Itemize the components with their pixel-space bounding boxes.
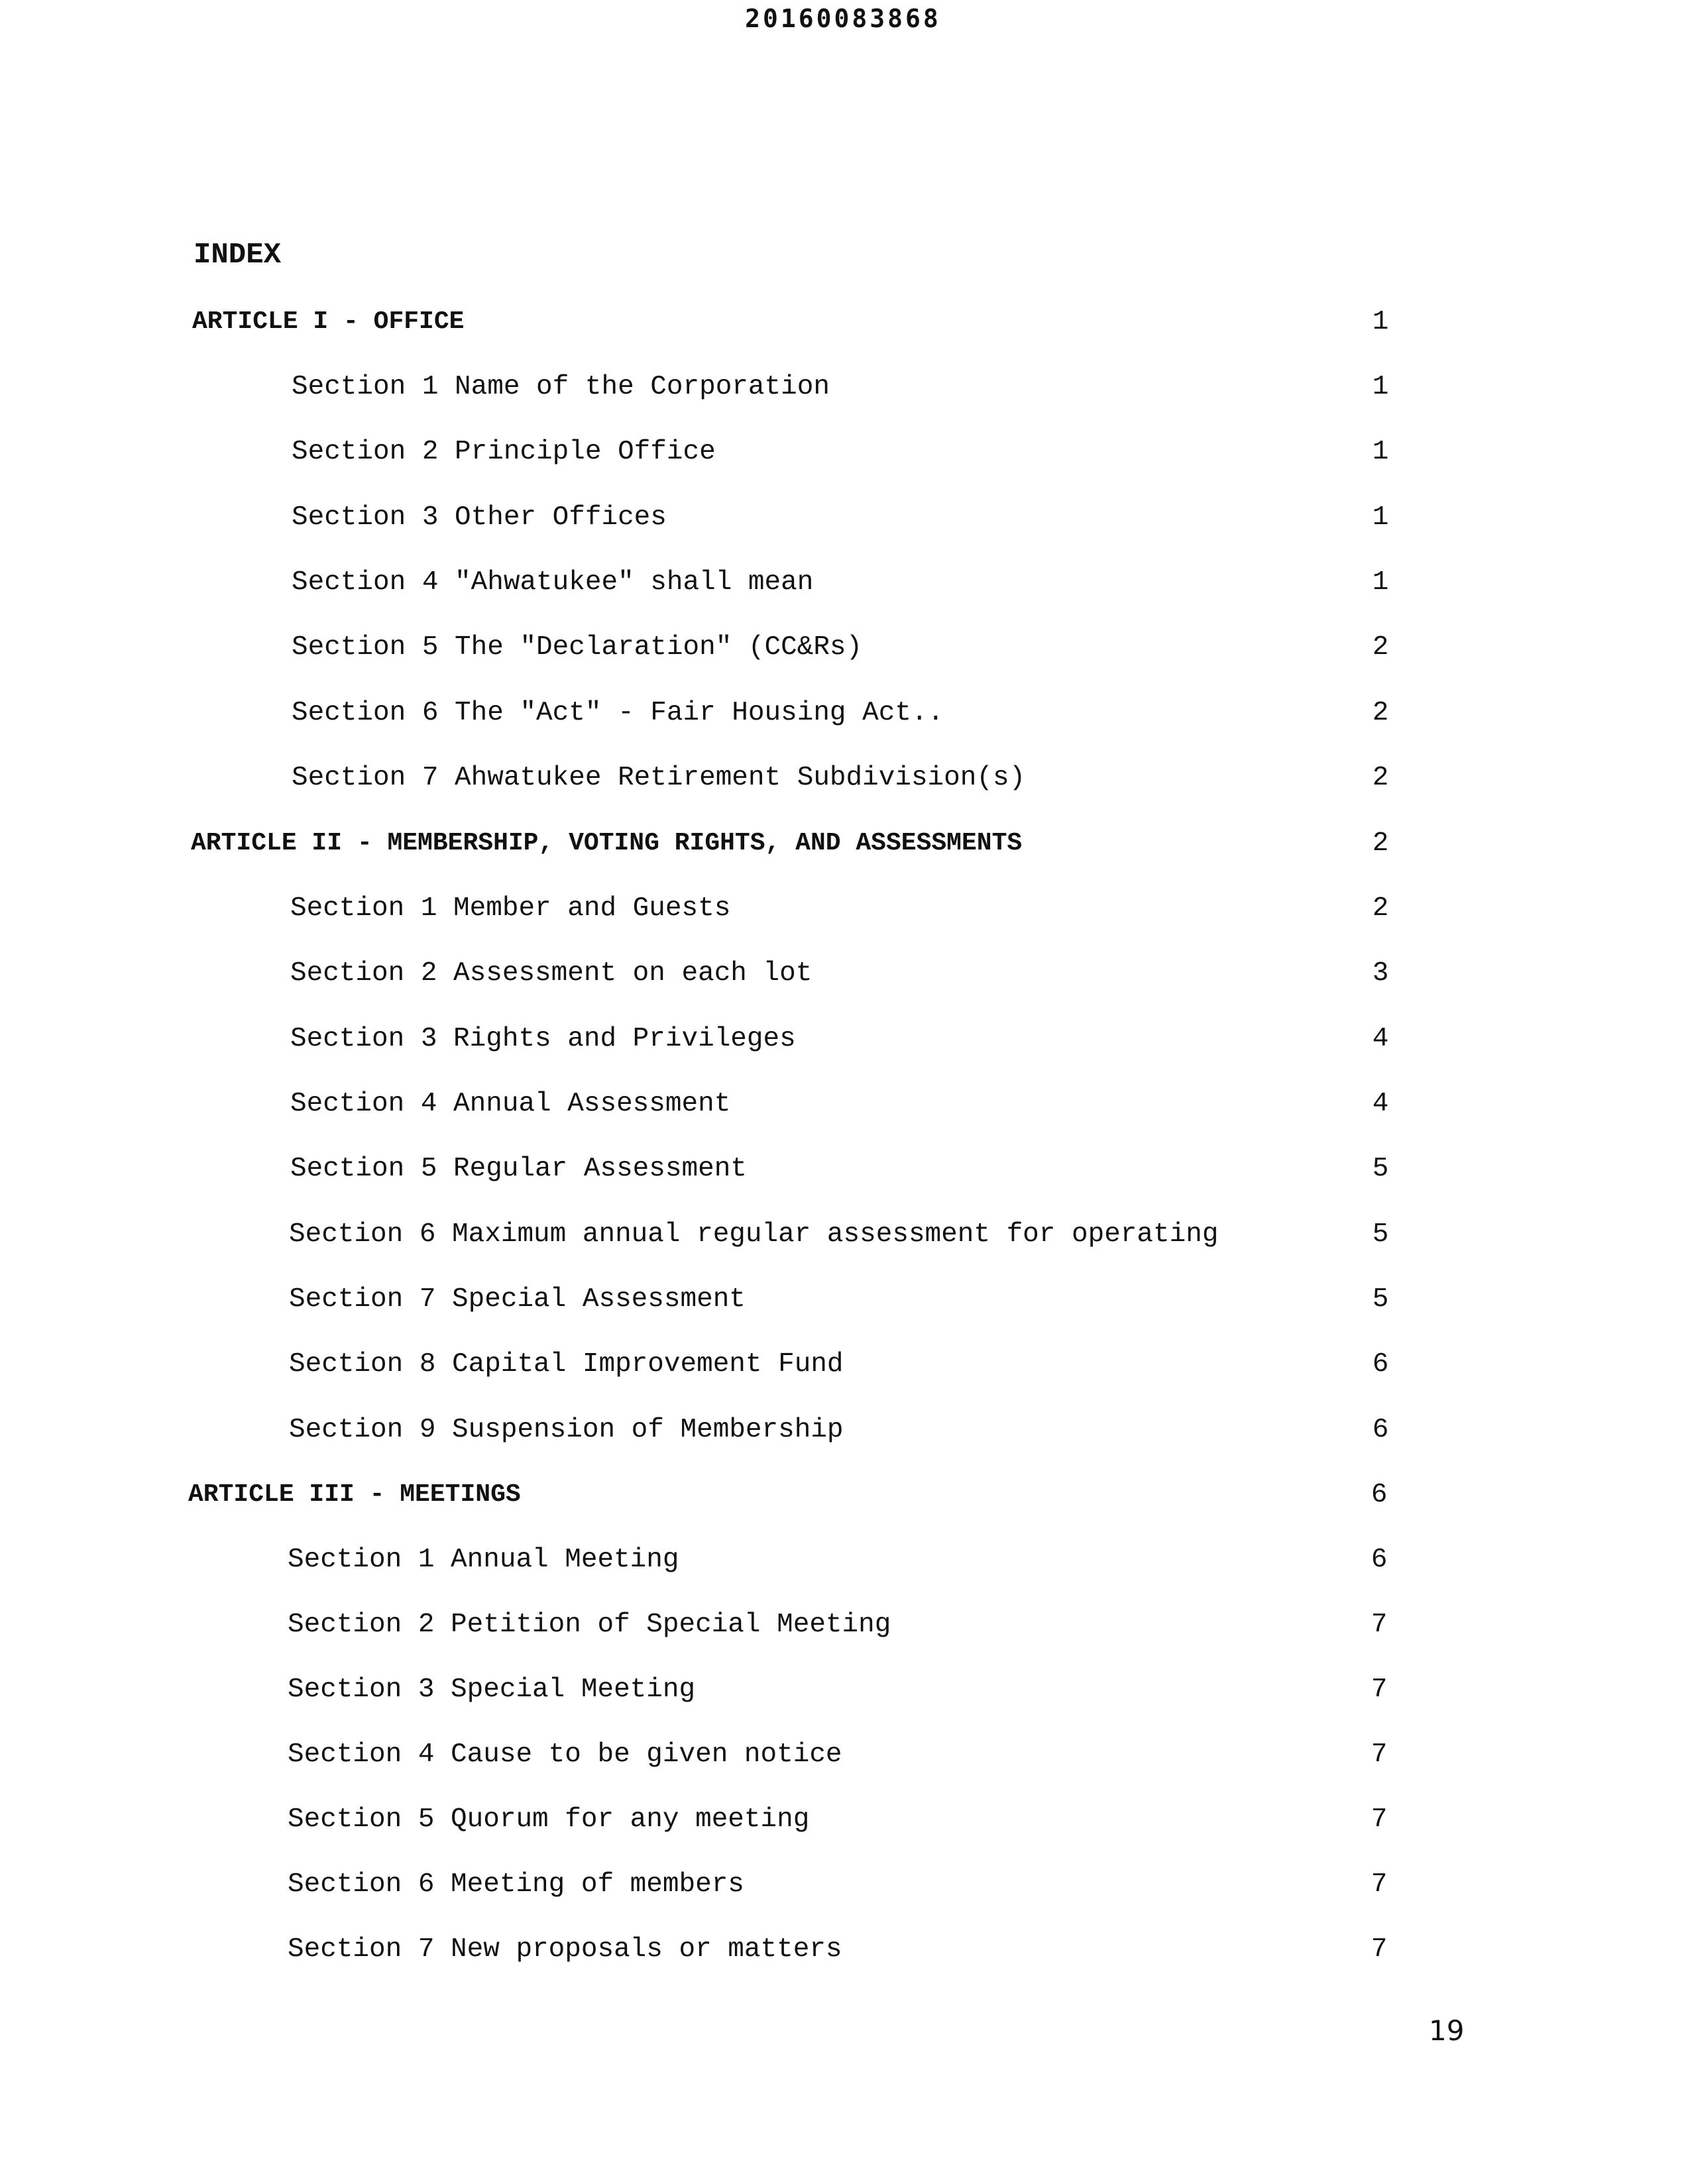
toc-entry-label: Section 7 Ahwatukee Retirement Subdivision(s): [292, 763, 1026, 793]
toc-article-row: [0, 1475, 1686, 1515]
toc-entry-label: Section 4 Cause to be given notice: [288, 1739, 842, 1770]
toc-entry-page: 2: [1372, 828, 1389, 859]
toc-entry-label: Section 1 Name of the Corporation: [292, 372, 830, 402]
toc-entry-label: Section 2 Principle Office: [292, 437, 716, 467]
toc-section-row: [0, 1215, 1686, 1254]
toc-entry-label: ARTICLE III - MEETINGS: [188, 1480, 521, 1509]
toc-entry-page: 7: [1371, 1934, 1388, 1965]
toc-section-row: [0, 1800, 1686, 1839]
page-number: 19: [1429, 2014, 1465, 2047]
toc-entry-label: Section 6 Maximum annual regular assessment for operating: [289, 1219, 1219, 1250]
toc-entry-page: 6: [1372, 1415, 1389, 1445]
toc-section-row: [0, 693, 1686, 733]
toc-entry-page: 7: [1371, 1869, 1388, 1900]
toc-section-row: [0, 432, 1686, 472]
toc-entry-page: 1: [1372, 372, 1389, 402]
toc-entry-page: 7: [1371, 1804, 1388, 1835]
toc-entry-page: 5: [1372, 1284, 1389, 1315]
toc-section-row: [0, 1605, 1686, 1645]
toc-entry-label: Section 6 The "Act" - Fair Housing Act..: [292, 698, 944, 728]
toc-entry-label: Section 5 The "Declaration" (CC&Rs): [292, 632, 863, 663]
toc-entry-page: 1: [1372, 502, 1389, 533]
toc-section-row: [0, 628, 1686, 667]
toc-entry-page: 1: [1372, 307, 1389, 337]
toc-entry-label: Section 1 Annual Meeting: [288, 1545, 679, 1575]
toc-entry-page: 3: [1372, 958, 1389, 989]
toc-entry-label: Section 9 Suspension of Membership: [289, 1415, 844, 1445]
toc-entry-label: ARTICLE I - OFFICE: [192, 307, 465, 336]
toc-section-row: [0, 367, 1686, 407]
toc-article-row: [0, 824, 1686, 863]
toc-section-row: [0, 1344, 1686, 1384]
toc-entry-label: Section 2 Petition of Special Meeting: [288, 1610, 891, 1640]
toc-section-row: [0, 1084, 1686, 1124]
toc-entry-page: 5: [1372, 1154, 1389, 1184]
toc-entry-page: 5: [1372, 1219, 1389, 1250]
toc-entry-page: 7: [1371, 1610, 1388, 1640]
toc-section-row: [0, 1019, 1686, 1059]
toc-entry-label: Section 6 Meeting of members: [288, 1869, 744, 1900]
toc-entry-page: 6: [1371, 1545, 1388, 1575]
toc-section-row: [0, 889, 1686, 928]
toc-entry-page: 6: [1372, 1349, 1389, 1380]
toc-section-row: [0, 758, 1686, 798]
toc-section-row: [0, 954, 1686, 993]
toc-entry-label: Section 7 Special Assessment: [289, 1284, 746, 1315]
toc-entry-label: Section 3 Special Meeting: [288, 1674, 696, 1705]
toc-entry-page: 2: [1372, 893, 1389, 924]
toc-section-row: [0, 1149, 1686, 1189]
toc-entry-label: Section 1 Member and Guests: [290, 893, 731, 924]
toc-section-row: [0, 1670, 1686, 1710]
index-heading: INDEX: [194, 239, 282, 272]
toc-entry-page: 1: [1372, 567, 1389, 598]
toc-entry-page: 2: [1372, 763, 1389, 793]
toc-entry-label: ARTICLE II - MEMBERSHIP, VOTING RIGHTS, AND ASSESSMENTS: [191, 829, 1023, 857]
toc-entry-label: Section 5 Regular Assessment: [290, 1154, 747, 1184]
toc-entry-label: Section 3 Other Offices: [292, 502, 667, 533]
toc-entry-label: Section 4 "Ahwatukee" shall mean: [292, 567, 814, 598]
toc-section-row: [0, 498, 1686, 537]
toc-entry-label: Section 7 New proposals or matters: [288, 1934, 842, 1965]
toc-article-row: [0, 302, 1686, 342]
toc-entry-page: 7: [1371, 1674, 1388, 1705]
toc-entry-page: 6: [1371, 1480, 1388, 1510]
toc-entry-label: Section 5 Quorum for any meeting: [288, 1804, 810, 1835]
document-number: 20160083868: [745, 4, 941, 33]
toc-entry-label: Section 2 Assessment on each lot: [290, 958, 813, 989]
toc-entry-page: 4: [1372, 1089, 1389, 1119]
toc-entry-label: Section 8 Capital Improvement Fund: [289, 1349, 844, 1380]
toc-entry-label: Section 4 Annual Assessment: [290, 1089, 731, 1119]
toc-section-row: [0, 1930, 1686, 1969]
toc-section-row: [0, 1540, 1686, 1580]
toc-entry-label: Section 3 Rights and Privileges: [290, 1024, 796, 1054]
toc-section-row: [0, 1280, 1686, 1319]
toc-entry-page: 4: [1372, 1024, 1389, 1054]
toc-section-row: [0, 1735, 1686, 1774]
toc-entry-page: 2: [1372, 698, 1389, 728]
toc-entry-page: 1: [1372, 437, 1389, 467]
toc-section-row: [0, 563, 1686, 602]
toc-section-row: [0, 1865, 1686, 1904]
toc-entry-page: 7: [1371, 1739, 1388, 1770]
toc-entry-page: 2: [1372, 632, 1389, 663]
toc-section-row: [0, 1410, 1686, 1450]
